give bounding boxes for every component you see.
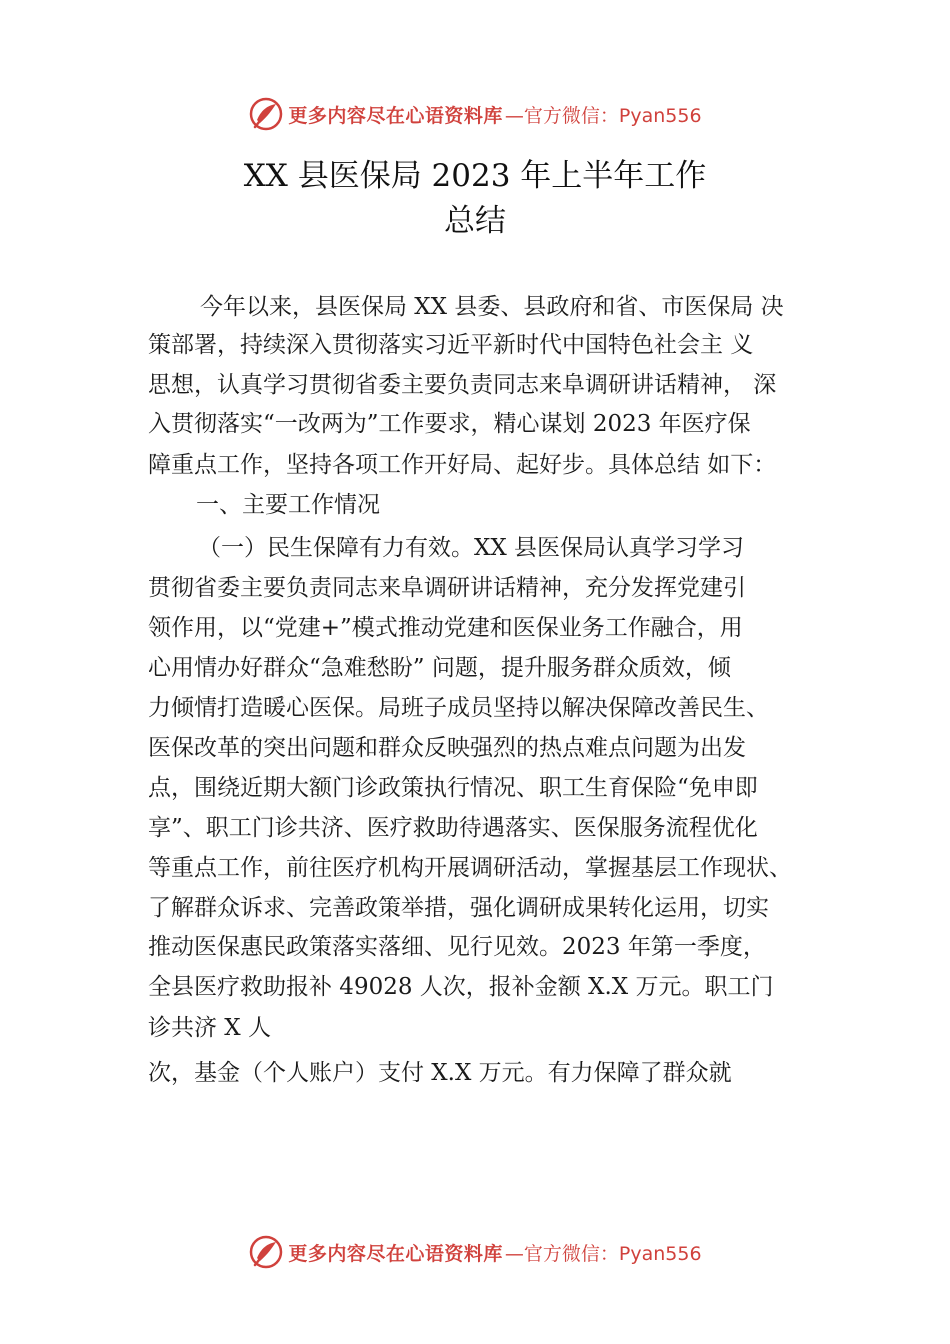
watermark-brand: 更多内容尽在心语资料库 xyxy=(288,104,503,127)
body-line: 医保改革的突出问题和群众反映强烈的热点难点问题为出发 xyxy=(148,735,746,761)
body-line: 点，围绕近期大额门诊政策执行情况、职工生育保险“免申即 xyxy=(148,775,758,801)
footer-watermark xyxy=(0,1232,950,1272)
body-line: 力倾情打造暖心医保。局班子成员坚持以解决保障改善民生、 xyxy=(148,695,769,721)
watermark-contact: —官方微信：Pyan556 xyxy=(504,104,702,127)
watermark-contact: —官方微信：Pyan556 xyxy=(504,1242,702,1265)
document-title-line1: XX 县医保局 2023 年上半年工作 xyxy=(243,158,707,194)
body-line: 心用情办好群众“急难愁盼” 问题，提升服务群众质效，倾 xyxy=(148,655,731,681)
body-line: 推动医保惠民政策落实落细、见行见效。2023 年第一季度， xyxy=(148,934,766,960)
ink-brush-logo-icon xyxy=(248,1234,284,1270)
header-watermark xyxy=(0,94,950,134)
body-line: （一）民生保障有力有效。XX 县医保局认真学习学习 xyxy=(198,535,745,561)
ink-brush-logo-icon xyxy=(248,96,284,132)
body-line: 等重点工作，前往医疗机构开展调研活动，掌握基层工作现状、 xyxy=(148,855,792,881)
intro-line: 思想，认真学习贯彻省委主要负责同志来阜调研讲话精神， 深 xyxy=(148,372,777,398)
intro-line: 策部署，持续深入贯彻落实习近平新时代中国特色社会主 义 xyxy=(148,332,754,358)
body-line: 诊共济 X 人 xyxy=(148,1015,271,1041)
document-title-line2: 总结 xyxy=(444,203,506,239)
body-line: 享”、职工门诊共济、医疗救助待遇落实、医保服务流程优化 xyxy=(148,815,758,841)
watermark-brand: 更多内容尽在心语资料库 xyxy=(288,1242,503,1265)
intro-line: 障重点工作，坚持各项工作开好局、起好步。具体总结 如下： xyxy=(148,452,777,478)
body-line: 次，基金（个人账户）支付 X.X 万元。有力保障了群众就 xyxy=(148,1060,732,1086)
body-line: 了解群众诉求、完善政策举措，强化调研成果转化运用，切实 xyxy=(148,895,769,921)
body-line: 贯彻省委主要负责同志来阜调研讲话精神，充分发挥党建引 xyxy=(148,575,746,601)
section-heading: 一、主要工作情况 xyxy=(196,492,380,518)
intro-line: 入贯彻落实“一改两为”工作要求，精心谋划 2023 年医疗保 xyxy=(148,411,751,437)
body-line: 领作用，以“党建+”模式推动党建和医保业务工作融合，用 xyxy=(148,615,743,641)
intro-line: 今年以来，县医保局 XX 县委、县政府和省、市医保局 决 xyxy=(200,294,784,320)
body-line: 全县医疗救助报补 49028 人次，报补金额 X.X 万元。职工门 xyxy=(148,974,774,1000)
